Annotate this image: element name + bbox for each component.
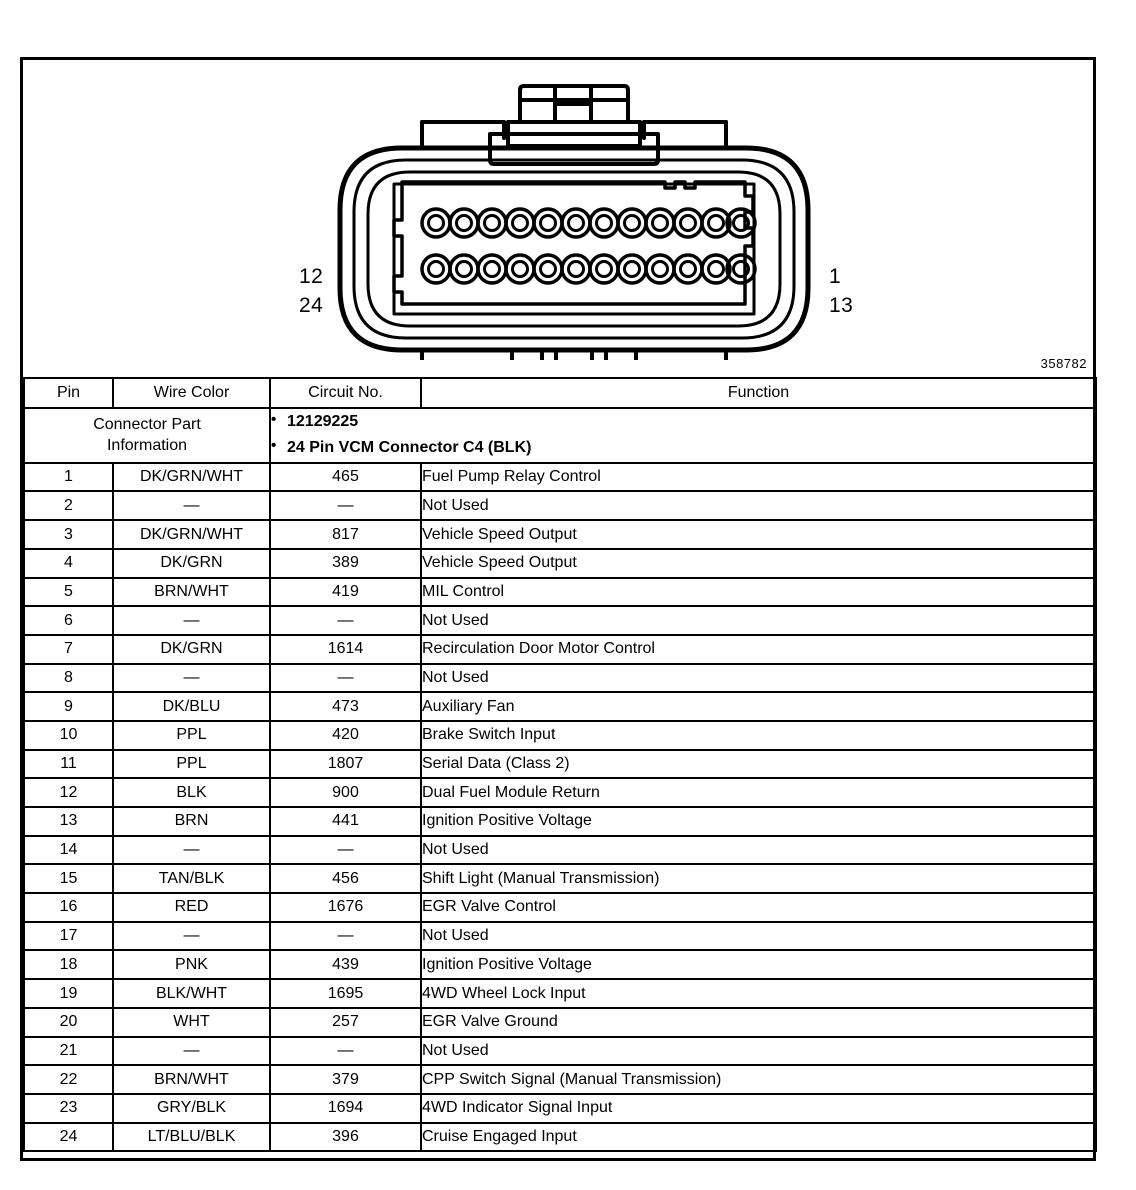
cell-function: Recirculation Door Motor Control [421,635,1096,664]
cell-function: Dual Fuel Module Return [421,778,1096,807]
cell-function: Not Used [421,922,1096,951]
column-header-circuit-no: Circuit No. [270,378,421,408]
table-row [24,1094,1096,1123]
cell-function: Cruise Engaged Input [421,1123,1096,1152]
cell-circuit: 817 [270,520,421,549]
cell-wire: — [113,606,270,635]
connector-info-values [270,408,1096,463]
cell-circuit: 1694 [270,1094,421,1123]
cell-function: Brake Switch Input [421,721,1096,750]
cell-pin: 10 [24,721,113,750]
cell-circuit: — [270,606,421,635]
cell-pin: 19 [24,979,113,1008]
cell-function: EGR Valve Control [421,893,1096,922]
pin-label-12: 12 [299,265,324,288]
cell-circuit: 379 [270,1065,421,1094]
table-row [24,750,1096,779]
table-row [24,1008,1096,1037]
cell-wire: BRN/WHT [113,1065,270,1094]
cell-wire: BLK [113,778,270,807]
document-frame [20,57,1096,1161]
reference-number: 358782 [1040,356,1087,371]
cell-pin: 15 [24,864,113,893]
pinout-table [23,377,1097,1152]
cell-circuit: 473 [270,692,421,721]
cell-function: 4WD Indicator Signal Input [421,1094,1096,1123]
cell-wire: — [113,922,270,951]
cell-function: CPP Switch Signal (Manual Transmission) [421,1065,1096,1094]
table-row [24,778,1096,807]
table-row [24,807,1096,836]
pin-cavity-row-top [422,209,755,237]
pin-label-24: 24 [299,294,324,317]
cell-wire: PPL [113,721,270,750]
pin-label-13: 13 [829,294,854,317]
cell-pin: 5 [24,578,113,607]
cell-wire: — [113,491,270,520]
cell-wire: DK/BLU [113,692,270,721]
cell-wire: BRN/WHT [113,578,270,607]
cell-pin: 9 [24,692,113,721]
cell-pin: 4 [24,549,113,578]
table-row [24,491,1096,520]
table-row [24,549,1096,578]
cell-function: Serial Data (Class 2) [421,750,1096,779]
cell-function: Not Used [421,491,1096,520]
table-header-row [24,378,1096,408]
cell-circuit: 396 [270,1123,421,1152]
table-row [24,635,1096,664]
cell-circuit: 389 [270,549,421,578]
table-row [24,1123,1096,1152]
table-row [24,836,1096,865]
cell-circuit: — [270,491,421,520]
pinout-table-body [24,463,1096,1152]
cell-pin: 12 [24,778,113,807]
cell-function: Vehicle Speed Output [421,520,1096,549]
cell-circuit: 1807 [270,750,421,779]
cell-function: Shift Light (Manual Transmission) [421,864,1096,893]
connector-info-row [24,408,1096,463]
cell-function: Fuel Pump Relay Control [421,463,1096,492]
table-row [24,606,1096,635]
cell-function: Ignition Positive Voltage [421,950,1096,979]
cell-pin: 7 [24,635,113,664]
cell-circuit: 1614 [270,635,421,664]
cavity-housing-keyed-body [394,182,753,304]
table-row [24,950,1096,979]
column-header-function: Function [421,378,1096,408]
cell-wire: DK/GRN [113,549,270,578]
cell-circuit: 441 [270,807,421,836]
cell-circuit: 465 [270,463,421,492]
cell-circuit: 1676 [270,893,421,922]
cell-pin: 18 [24,950,113,979]
cell-function: EGR Valve Ground [421,1008,1096,1037]
cell-wire: RED [113,893,270,922]
cell-circuit: 1695 [270,979,421,1008]
cell-pin: 1 [24,463,113,492]
connector-shell-inner-contour [354,160,794,338]
connector-info-label [24,408,270,463]
connector-face-view-svg [23,60,1095,360]
cell-wire: DK/GRN/WHT [113,520,270,549]
cell-pin: 21 [24,1037,113,1066]
cell-function: 4WD Wheel Lock Input [421,979,1096,1008]
cell-wire: LT/BLU/BLK [113,1123,270,1152]
table-row [24,463,1096,492]
cell-wire: PNK [113,950,270,979]
cell-function: Vehicle Speed Output [421,549,1096,578]
table-row [24,578,1096,607]
table-row [24,520,1096,549]
cell-pin: 2 [24,491,113,520]
connector-outer-shell [340,148,808,350]
cell-wire: TAN/BLK [113,864,270,893]
cell-wire: DK/GRN/WHT [113,463,270,492]
cell-pin: 16 [24,893,113,922]
cell-pin: 11 [24,750,113,779]
cell-circuit: 456 [270,864,421,893]
cell-function: Not Used [421,664,1096,693]
column-header-wire-color: Wire Color [113,378,270,408]
cell-wire: — [113,1037,270,1066]
table-row [24,893,1096,922]
cell-function: Not Used [421,606,1096,635]
cell-wire: BLK/WHT [113,979,270,1008]
column-header-pin: Pin [24,378,113,408]
cell-circuit: 257 [270,1008,421,1037]
cell-circuit: — [270,836,421,865]
cell-circuit: — [270,664,421,693]
cell-circuit: 439 [270,950,421,979]
table-row [24,692,1096,721]
pin-cavity-row-bottom [422,255,755,283]
connector-info-label-line1: Connector Part [93,415,201,433]
cell-wire: BRN [113,807,270,836]
cell-circuit: — [270,1037,421,1066]
connector-info-bullet-list [271,409,1095,462]
cell-wire: — [113,664,270,693]
cavity-housing-outline [394,184,754,314]
cell-function: Auxiliary Fan [421,692,1096,721]
cell-pin: 24 [24,1123,113,1152]
connector-info-label-line2: Information [106,437,188,455]
connector-info-bullet: • 12129225 [271,409,1095,435]
table-row [24,664,1096,693]
cell-pin: 23 [24,1094,113,1123]
table-row [24,864,1096,893]
cell-function: MIL Control [421,578,1096,607]
connector-info-bullet: • 24 Pin VCM Connector C4 (BLK) [271,435,1095,461]
cell-circuit: 419 [270,578,421,607]
cell-circuit: — [270,922,421,951]
pin-label-1: 1 [829,265,842,288]
cell-pin: 17 [24,922,113,951]
cell-pin: 22 [24,1065,113,1094]
table-row [24,1037,1096,1066]
cell-circuit: 420 [270,721,421,750]
cell-function: Not Used [421,1037,1096,1066]
cell-pin: 6 [24,606,113,635]
cell-pin: 13 [24,807,113,836]
cell-function: Not Used [421,836,1096,865]
table-row [24,979,1096,1008]
cell-pin: 3 [24,520,113,549]
cell-wire: — [113,836,270,865]
cell-wire: DK/GRN [113,635,270,664]
cell-pin: 14 [24,836,113,865]
table-row [24,721,1096,750]
cell-pin: 20 [24,1008,113,1037]
cell-wire: WHT [113,1008,270,1037]
cell-function: Ignition Positive Voltage [421,807,1096,836]
table-row [24,922,1096,951]
cell-circuit: 900 [270,778,421,807]
table-row [24,1065,1096,1094]
cell-wire: PPL [113,750,270,779]
cell-wire: GRY/BLK [113,1094,270,1123]
connector-illustration [23,60,1095,377]
latch-tower-outline [520,86,628,100]
cell-pin: 8 [24,664,113,693]
